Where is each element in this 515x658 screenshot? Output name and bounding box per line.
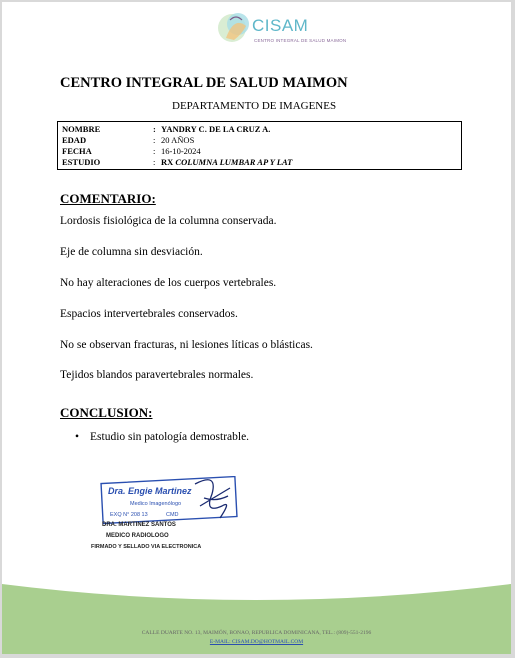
footer-email-wrap	[2, 639, 511, 645]
conclusion-item: Estudio sin patología demostrable.	[90, 431, 250, 443]
clinic-title: CENTRO INTEGRAL DE SALUD MAIMON	[60, 75, 348, 91]
comment-heading: COMENTARIO:	[60, 191, 156, 206]
comment-line: No hay alteraciones de los cuerpos vertebrales.	[60, 277, 277, 289]
signature-note: FIRMADO Y SELLADO VIA ELECTRONICA	[91, 544, 202, 550]
name-label: NOMBRE	[62, 124, 101, 134]
patient-info-box	[57, 121, 462, 170]
age-value: 20 AÑOS	[161, 135, 195, 145]
comment-line: Eje de columna sin desviación.	[60, 246, 203, 258]
footer-email[interactable]: E-MAIL: CISAM.DO@HOTMAIL.COM	[209, 639, 304, 645]
signature-stamp	[100, 476, 240, 526]
separator: :	[153, 124, 156, 134]
report-page	[2, 2, 511, 654]
comment-line: Lordosis fisiológica de la columna conservada.	[60, 215, 277, 227]
doctor-name: DRA. MARTINEZ SANTOS	[102, 522, 176, 528]
age-label: EDAD	[62, 135, 87, 145]
study-prefix: RX	[161, 157, 174, 167]
bullet-icon: •	[75, 431, 80, 443]
name-value: YANDRY C. DE LA CRUZ A.	[161, 124, 271, 134]
study-name: COLUMNA LUMBAR AP Y LAT	[175, 157, 293, 167]
doctor-role: MEDICO RADIOLOGO	[106, 533, 169, 539]
logo-tagline: CENTRO INTEGRAL DE SALUD MAIMON	[254, 38, 347, 43]
comment-line: Tejidos blandos paravertebrales normales.	[60, 369, 254, 381]
date-label: FECHA	[62, 146, 92, 156]
stamp-name-text: Dra. Engie Martinez	[108, 486, 192, 496]
date-value: 16-10-2024	[161, 146, 201, 156]
separator: :	[153, 135, 156, 145]
stamp-exq-text: EXQ N° 208 13	[110, 512, 148, 518]
conclusion-heading: CONCLUSION:	[60, 405, 153, 420]
separator: :	[153, 157, 156, 167]
separator: :	[153, 146, 156, 156]
comment-line: Espacios intervertebrales conservados.	[60, 308, 238, 320]
study-value	[161, 157, 292, 167]
comment-line: No se observan fracturas, ni lesiones líticas o blásticas.	[60, 339, 313, 351]
stamp-cmd-text: CMD	[166, 512, 179, 518]
stamp-role-text: Medico Imagenólogo	[130, 501, 182, 507]
department-name: DEPARTAMENTO DE IMAGENES	[172, 100, 337, 112]
footer-address: CALLE DUARTE NO. 13, MAIMÓN, BONAO, REPUBLICA DOMINICANA, TEL.: (809)-551-2196	[141, 630, 372, 636]
study-label: ESTUDIO	[62, 157, 101, 167]
logo-wordmark: CISAM	[252, 16, 309, 35]
